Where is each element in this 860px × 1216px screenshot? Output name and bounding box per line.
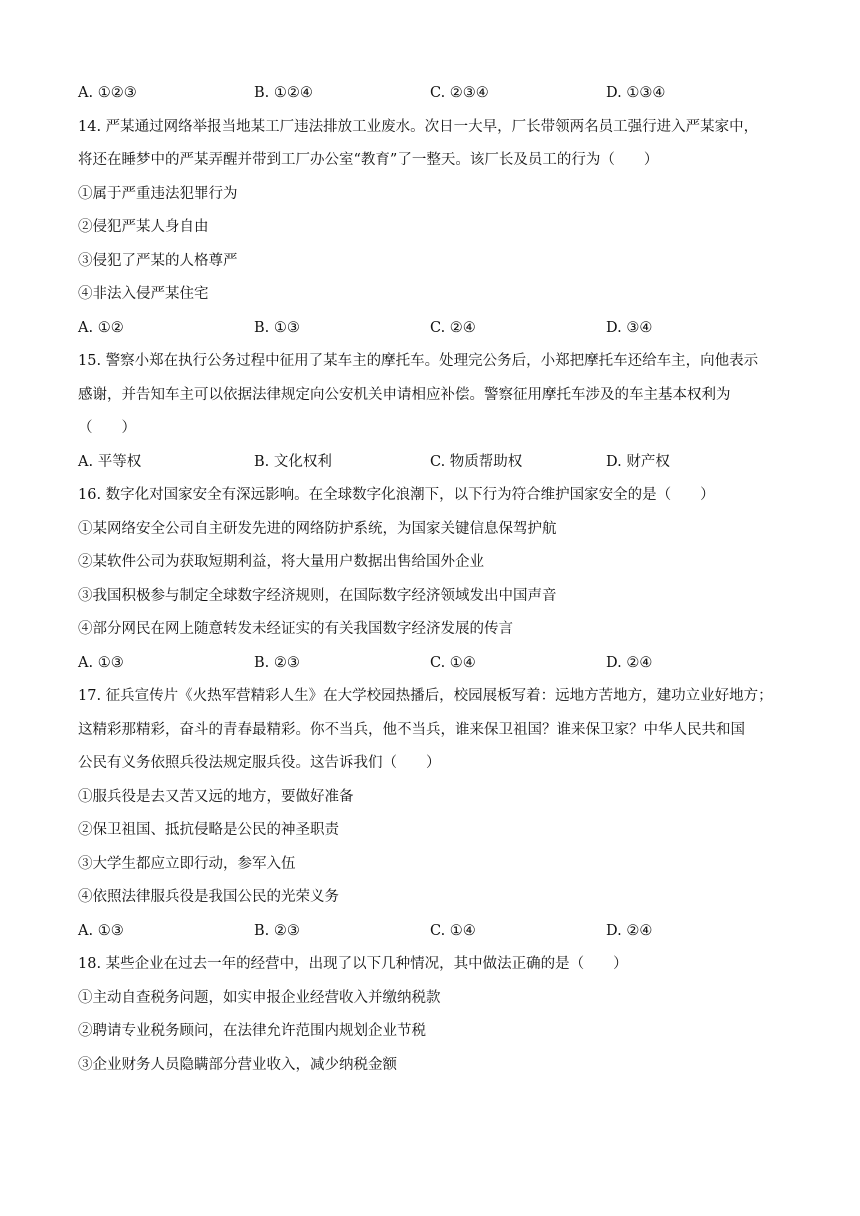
q15-stem-line-2: 感谢，并告知车主可以依据法律规定向公安机关申请相应补偿。警察征用摩托车涉及的车主基本权利为 — [78, 386, 731, 403]
q16-option-a: A. ①③ — [78, 654, 124, 671]
q16-options — [78, 652, 790, 674]
q13-option-b: B. ①②④ — [254, 85, 313, 101]
q14-item-2: ②侵犯严某人身自由 — [78, 219, 209, 235]
q14-stem-line-1: 14. 严某通过网络举报当地某工厂违法排放工业废水。次日一大早，厂长带领两名员工强行进入严某家中， — [78, 118, 759, 135]
q17-option-a: A. ①③ — [78, 922, 124, 939]
q16-option-b: B. ②③ — [254, 654, 300, 671]
q14-option-b: B. ①③ — [254, 319, 300, 336]
q14-option-d: D. ③④ — [606, 319, 653, 336]
q17-option-d: D. ②④ — [606, 922, 653, 939]
q13-options — [78, 82, 790, 104]
q14-item-4: ④非法入侵严某住宅 — [78, 286, 209, 302]
q14-item-1: ①属于严重违法犯罪行为 — [78, 185, 238, 202]
q18-item-2: ②聘请专业税务顾问，在法律允许范围内规划企业节税 — [78, 1023, 426, 1039]
q17-item-3: ③大学生都应立即行动，参军入伍 — [78, 855, 296, 872]
q17-item-1: ①服兵役是去又苦又远的地方，要做好准备 — [78, 788, 354, 805]
q17-option-c: C. ①④ — [430, 922, 476, 939]
q13-option-c: C. ②③④ — [430, 85, 489, 101]
q17-stem-line-2: 这精彩那精彩，奋斗的青春最精彩。你不当兵，他不当兵，谁来保卫祖国？谁来保卫家？中华人民共和国 — [78, 721, 745, 738]
q16-item-1: ①某网络安全公司自主研发先进的网络防护系统，为国家关键信息保驾护航 — [78, 520, 557, 537]
q18-item-1: ①主动自查税务问题，如实申报企业经营收入并缴纳税款 — [78, 989, 441, 1006]
q14-option-a: A. ①② — [78, 319, 124, 336]
q14-options — [78, 317, 790, 339]
q15-stem-line-3: （ ） — [78, 420, 136, 436]
q13-option-a: A. ①②③ — [78, 85, 137, 101]
q17-item-4: ④依照法律服兵役是我国公民的光荣义务 — [78, 889, 339, 905]
q16-option-c: C. ①④ — [430, 654, 476, 671]
q14-item-3: ③侵犯了严某的人格尊严 — [78, 252, 238, 269]
q13-option-d: D. ①③④ — [606, 85, 666, 101]
q16-option-d: D. ②④ — [606, 654, 653, 671]
q16-stem-line-1: 16. 数字化对国家安全有深远影响。在全球数字化浪潮下，以下行为符合维护国家安全的是（ ） — [78, 487, 715, 503]
q14-option-c: C. ②④ — [430, 319, 476, 336]
q16-item-2: ②某软件公司为获取短期利益，将大量用户数据出售给国外企业 — [78, 554, 484, 570]
q17-stem-line-1: 17. 征兵宣传片《火热军营精彩人生》在大学校园热播后，校园展板写着：远地方苦地方，建功立业好地方； — [78, 688, 773, 704]
q16-item-3: ③我国积极参与制定全球数字经济规则，在国际数字经济领域发出中国声音 — [78, 587, 557, 604]
q18-stem-line-1: 18. 某些企业在过去一年的经营中，出现了以下几种情况，其中做法正确的是（ ） — [78, 956, 628, 972]
q15-option-c: C. 物质帮助权 — [430, 453, 523, 470]
q15-stem-line-1: 15. 警察小郑在执行公务过程中征用了某车主的摩托车。处理完公务后，小郑把摩托车还给车主，向他表示 — [78, 353, 759, 369]
q17-options — [78, 920, 790, 942]
exam-page — [78, 82, 790, 1087]
q15-option-b: B. 文化权利 — [254, 453, 332, 470]
q17-item-2: ②保卫祖国、抵抗侵略是公民的神圣职责 — [78, 822, 339, 838]
q15-option-d: D. 财产权 — [606, 453, 670, 470]
q15-option-a: A. 平等权 — [78, 453, 142, 470]
q17-option-b: B. ②③ — [254, 922, 300, 939]
q17-stem-line-3: 公民有义务依照兵役法规定服兵役。这告诉我们（ ） — [78, 755, 441, 771]
q15-options — [78, 451, 790, 473]
q16-item-4: ④部分网民在网上随意转发未经证实的有关我国数字经济发展的传言 — [78, 621, 513, 637]
q18-item-3: ③企业财务人员隐瞒部分营业收入，减少纳税金额 — [78, 1056, 397, 1073]
q14-stem-line-2: 将还在睡梦中的严某弄醒并带到工厂办公室“教育”了一整天。该厂长及员工的行为（ ） — [78, 152, 659, 168]
